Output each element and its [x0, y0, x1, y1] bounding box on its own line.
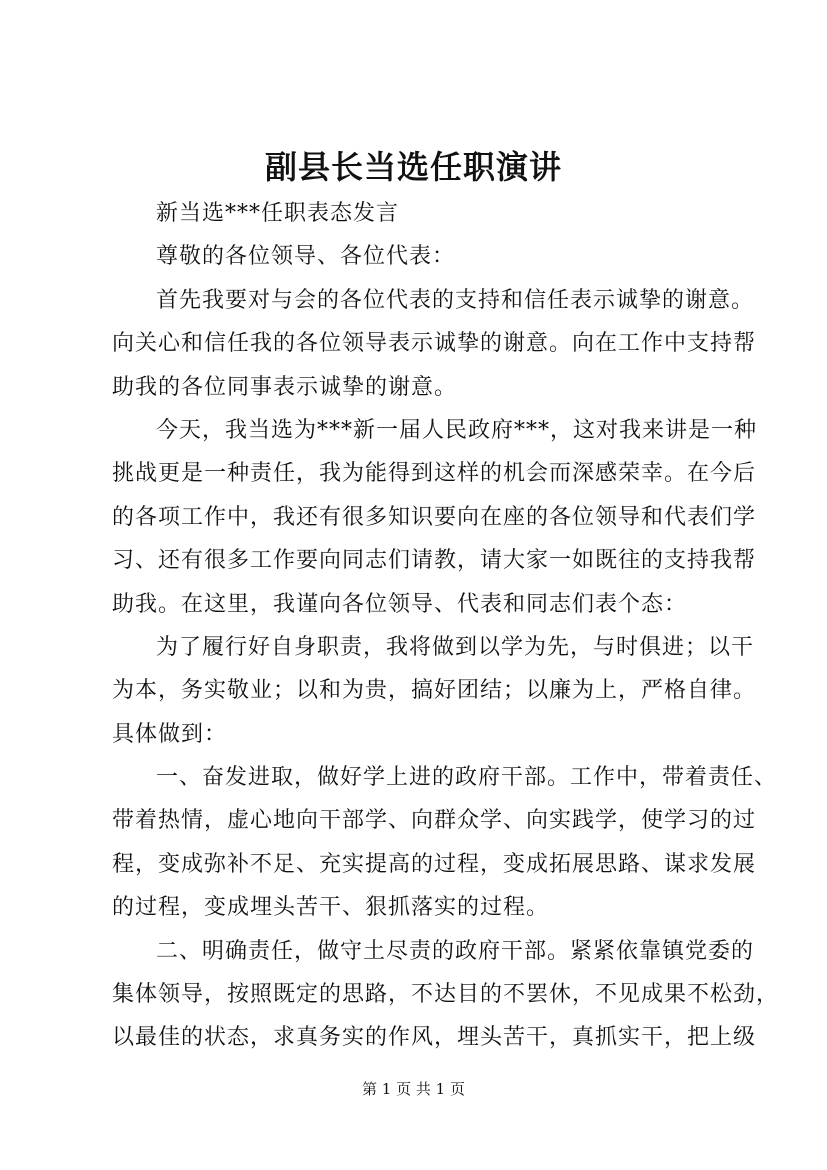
paragraph-line: 一、奋发进取，做好学上进的政府干部。工作中，带着责任、: [156, 765, 778, 791]
subtitle-line: 新当选***任职表态发言: [156, 201, 400, 226]
paragraph-line: 的各项工作中，我还有很多知识要向在座的各位领导和代表们学: [112, 504, 757, 530]
paragraph-line: 首先我要对与会的各位代表的支持和信任表示诚挚的谢意。: [156, 287, 755, 313]
paragraph-line: 为了履行好自身职责，我将做到以学为先，与时俱进；以干: [156, 634, 755, 660]
paragraph-line: 集体领导，按照既定的思路，不达目的不罢休，不见成果不松劲，: [112, 982, 780, 1008]
paragraph-line: 二、明确责任，做守土尽责的政府干部。紧紧依靠镇党委的: [156, 938, 755, 964]
paragraph-line: 带着热情，虚心地向干部学、向群众学、向实践学，使学习的过: [112, 808, 757, 834]
document-title: 副县长当选任职演讲: [264, 148, 562, 186]
paragraph-line: 今天，我当选为***新一届人民政府***，这对我来讲是一种: [156, 417, 758, 443]
page-footer: 第 1 页 共 1 页: [362, 1080, 465, 1098]
paragraph-line: 助我的各位同事表示诚挚的谢意。: [112, 374, 458, 400]
paragraph-line: 具体做到：: [112, 721, 228, 747]
paragraph-line: 挑战更是一种责任，我为能得到这样的机会而深感荣幸。在今后: [112, 461, 757, 487]
paragraph-line: 为本，务实敬业；以和为贵，搞好团结；以廉为上，严格自律。: [112, 678, 757, 704]
paragraph-line: 向关心和信任我的各位领导表示诚挚的谢意。向在工作中支持帮: [112, 331, 757, 357]
paragraph-line: 助我。在这里，我谨向各位领导、代表和同志们表个态：: [112, 591, 688, 617]
document-body: [112, 192, 780, 1060]
paragraph-line: 的过程，变成埋头苦干、狠抓落实的过程。: [112, 895, 550, 921]
paragraph-line: 习、还有很多工作要向同志们请教，请大家一如既往的支持我帮: [112, 548, 757, 574]
paragraph-line: 以最佳的状态，求真务实的作风，埋头苦干，真抓实干，把上级: [112, 1025, 757, 1051]
paragraph-line: 程，变成弥补不足、充实提高的过程，变成拓展思路、谋求发展: [112, 851, 757, 877]
salutation-line: 尊敬的各位领导、各位代表：: [156, 244, 456, 270]
